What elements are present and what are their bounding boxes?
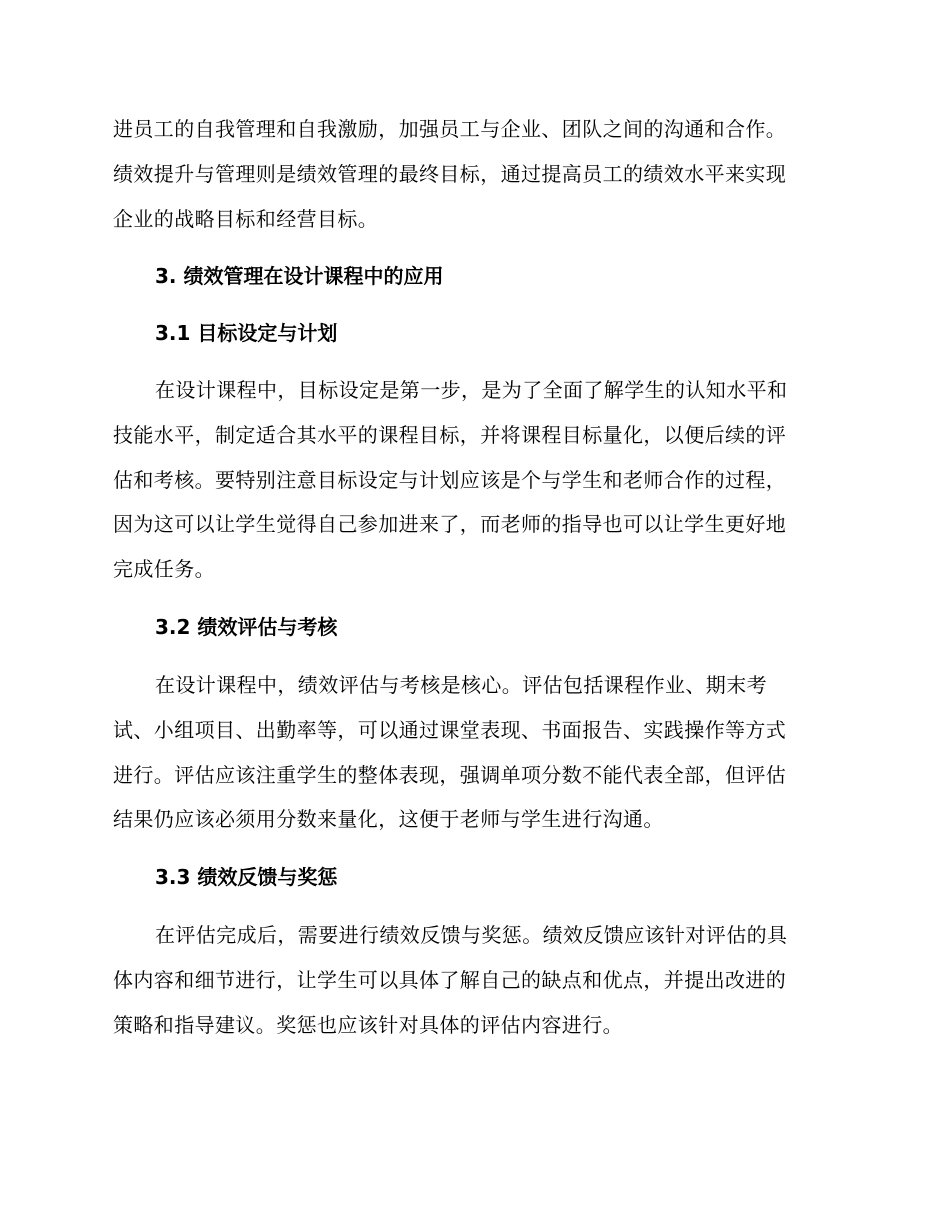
text-line: 企业的战略目标和经营目标。 (113, 206, 379, 231)
text-line: 体内容和细节进行，让学生可以具体了解自己的缺点和优点，并提出改进的 (113, 967, 787, 992)
text-line: 进员工的自我管理和自我激励，加强员工与企业、团队之间的沟通和合作。 (113, 117, 787, 141)
paragraph-evaluation (113, 663, 833, 842)
text-line: 估和考核。要特别注意目标设定与计划应该是个与学生和老师合作的过程， (113, 467, 787, 492)
text-line: 绩效提升与管理则是绩效管理的最终目标，通过提高员工的绩效水平来实现 (113, 161, 787, 186)
section-heading-3-2: 3.2 绩效评估与考核 (155, 615, 338, 639)
paragraph-goal-setting (113, 368, 833, 592)
text-line: 在设计课程中，绩效评估与考核是核心。评估包括课程作业、期末考 (155, 673, 767, 697)
text-line: 进行。评估应该注重学生的整体表现，强调单项分数不能代表全部，但评估 (113, 762, 787, 787)
text-line: 在设计课程中，目标设定是第一步，是为了全面了解学生的认知水平和 (155, 378, 788, 402)
text-line: 完成任务。 (113, 557, 215, 582)
paragraph-continuation (113, 107, 833, 241)
text-line: 在评估完成后，需要进行绩效反馈与奖惩。绩效反馈应该针对评估的具 (155, 923, 788, 947)
section-heading-3-1: 3.1 目标设定与计划 (155, 321, 338, 345)
section-heading-3: 3. 绩效管理在设计课程中的应用 (155, 264, 444, 288)
paragraph-feedback (113, 913, 833, 1047)
text-line: 结果仍应该必须用分数来量化，这便于老师与学生进行沟通。 (113, 807, 664, 832)
text-line: 因为这可以让学生觉得自己参加进来了，而老师的指导也可以让学生更好地 (113, 512, 787, 537)
text-line: 试、小组项目、出勤率等，可以通过课堂表现、书面报告、实践操作等方式 (113, 717, 787, 742)
text-line: 策略和指导建议。奖惩也应该针对具体的评估内容进行。 (113, 1012, 623, 1037)
section-heading-3-3: 3.3 绩效反馈与奖惩 (155, 865, 338, 889)
text-line: 技能水平，制定适合其水平的课程目标，并将课程目标量化，以便后续的评 (113, 422, 787, 447)
